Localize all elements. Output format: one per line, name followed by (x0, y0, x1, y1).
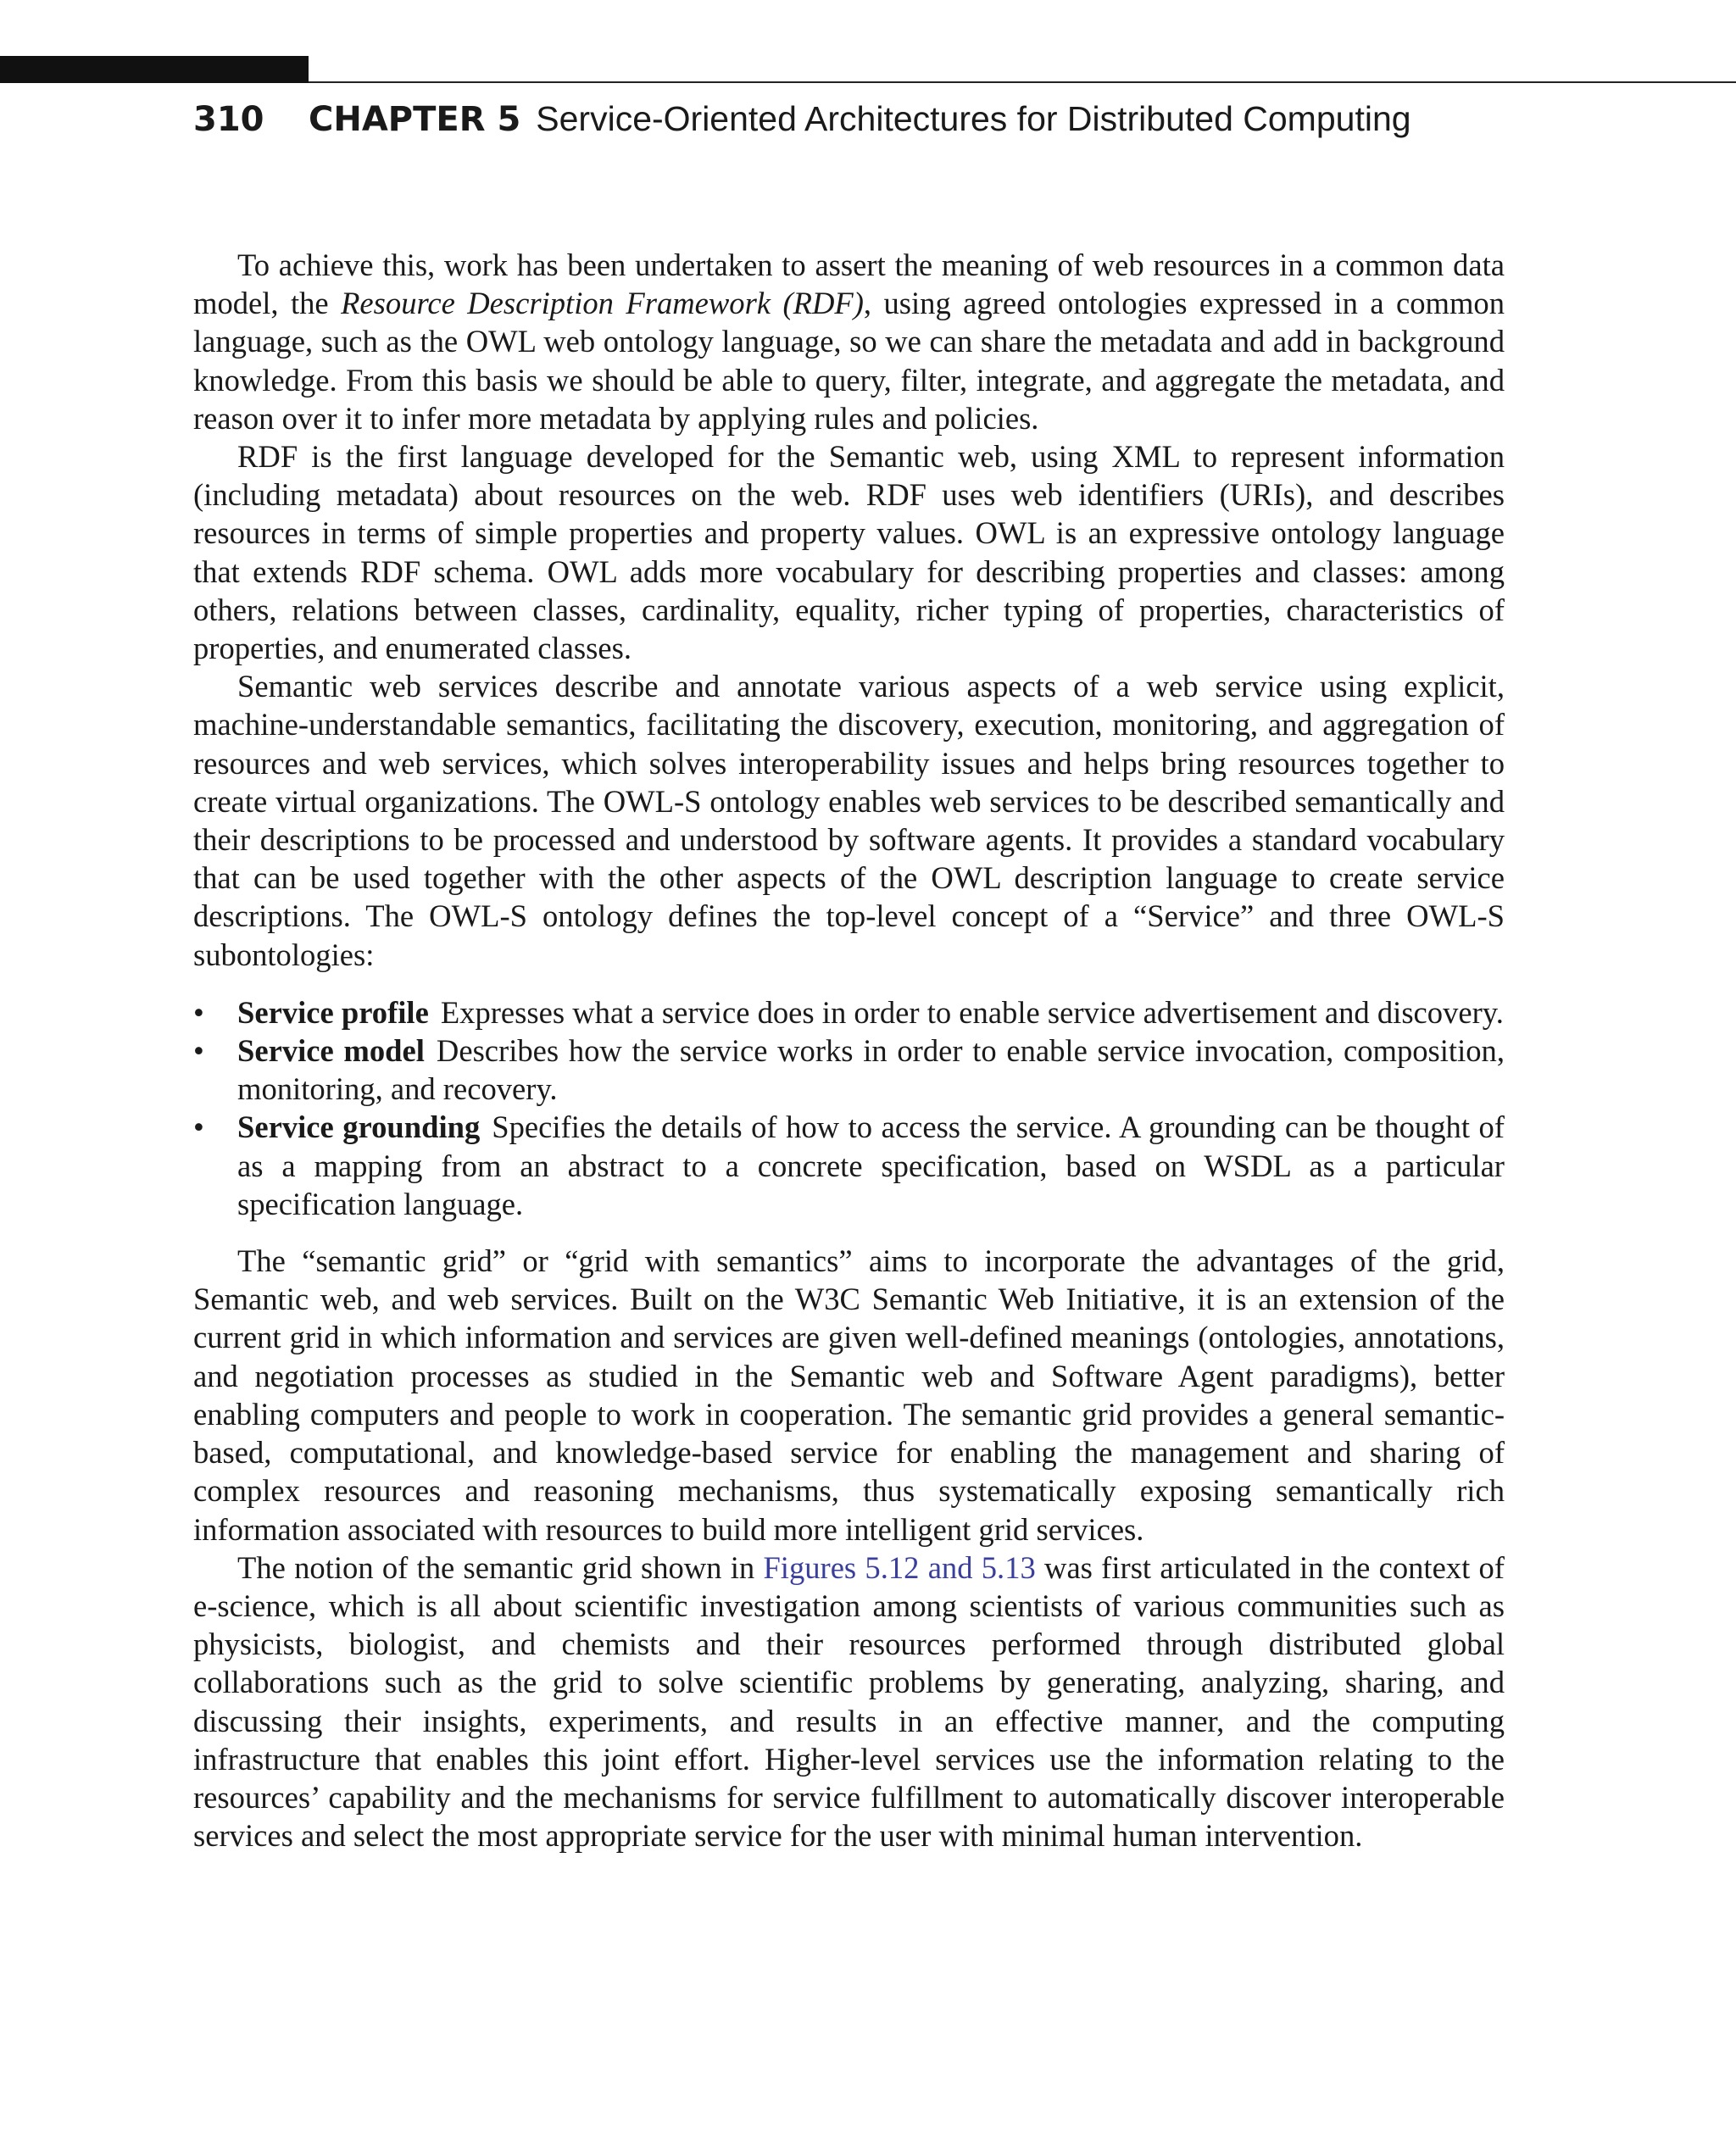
paragraph-e-science (193, 1549, 1505, 1855)
list-item-service-profile (193, 993, 1505, 1032)
chapter-title: Service-Oriented Architectures for Distributed Computing (536, 99, 1411, 138)
list-term: Service grounding (237, 1109, 481, 1145)
header-black-bar (0, 56, 309, 83)
owl-s-subontology-list (193, 993, 1505, 1223)
paragraph-semantic-grid: The “semantic grid” or “grid with semantics” aims to incorporate the advantages of the grid, Semantic web, and web services. Built on the W3C Semantic Web Initiative, it is an extension of the current grid in which information and services are given well-defined meanings (ontologies, annotations, and negotiation processes as studied in the Semantic web and Software Agent paradigms), better enabling computers and people to work in cooperation. The semantic grid provides a general semantic-based, computational, and knowledge-based service for enabling the management and sharing of complex resources and reasoning mechanisms, thus systematically exposing semantically rich information associated with resources to build more intelligent grid services. (193, 1243, 1505, 1547)
list-item-service-grounding (193, 1108, 1505, 1223)
list-item-service-model (193, 1032, 1505, 1108)
page-number: 310 (193, 100, 264, 139)
chapter-label: CHAPTER 5 (309, 100, 521, 139)
body-text (193, 246, 1505, 1855)
bullet-icon: • (193, 1109, 204, 1145)
bullet-icon: • (193, 994, 204, 1030)
running-head (193, 93, 1411, 144)
paragraph-text: The notion of the semantic grid shown in (237, 1549, 764, 1585)
paragraph-semantic-web-services: Semantic web services describe and annotate various aspects of a web service using explicit, machine-understandable semantics, facilitating the discovery, execution, monitoring, and aggregation of resources and web services, which solves interoperability issues and helps bring resources together to create virtual organizations. The OWL-S ontology enables web services to be described semantically and their descriptions to be processed and understood by software agents. It provides a standard vocabulary that can be used together with the other aspects of the OWL description language to create service descriptions. The OWL-S ontology defines the top-level concept of a “Service” and three OWL-S subontologies: (193, 669, 1505, 972)
paragraph-text: was first articulated in the context of e-science, which is all about scientific investigation among scientists of various communities such as physicists, biologist, and chemists and their resources performed through distributed global collaborations such as the grid to solve scientific problems by generating, analyzing, sharing, and discussing their insights, experiments, and results in an effective manner, and the computing infrastructure that enables this joint effort. Higher-level services use the information relating to the resources’ capability and the mechanisms for service fulfillment to automatically discover interoperable services and select the most appropriate service for the user with minimal human intervention. (193, 1549, 1505, 1854)
list-text: Specifies the details of how to access the service. A grounding can be thought of as a mapping from an abstract to a concrete specification, based on WSDL as a particular specification language. (237, 1109, 1505, 1221)
figure-cross-reference-link[interactable]: Figures 5.12 and 5.13 (763, 1549, 1036, 1585)
paragraph-rdf-intro (193, 246, 1505, 437)
list-term: Service model (237, 1033, 425, 1069)
bullet-icon: • (193, 1033, 204, 1069)
paragraph-text: , using agreed ontologies expressed in a common language, such as the OWL web ontology language, so we can share the metadata and add in background knowledge. From this basis we should be able to query, filter, integrate, and aggregate the metadata, and reason over it to infer more metadata by applying rules and policies. (193, 286, 1505, 436)
list-text: Expresses what a service does in order to enable service advertisement and discovery. (440, 994, 1504, 1030)
paragraph-rdf-owl: RDF is the first language developed for the Semantic web, using XML to represent information (including metadata) about resources on the web. RDF uses web identifiers (URIs), and describes resources in terms of simple properties and property values. OWL is an expressive ontology language that extends RDF schema. OWL adds more vocabulary for describing properties and classes: among others, relations between classes, cardinality, equality, richer typing of properties, characteristics of properties, and enumerated classes. (193, 439, 1505, 666)
list-text: Describes how the service works in order to enable service invocation, composition, monitoring, and recovery. (237, 1033, 1505, 1107)
italic-term: Resource Description Framework (RDF) (341, 286, 864, 321)
list-term: Service profile (237, 994, 429, 1030)
header-rule (309, 81, 1736, 83)
paragraph-text: To achieve this, work has been undertaken to assert the meaning of web resources in a common data model, the (193, 247, 1505, 321)
